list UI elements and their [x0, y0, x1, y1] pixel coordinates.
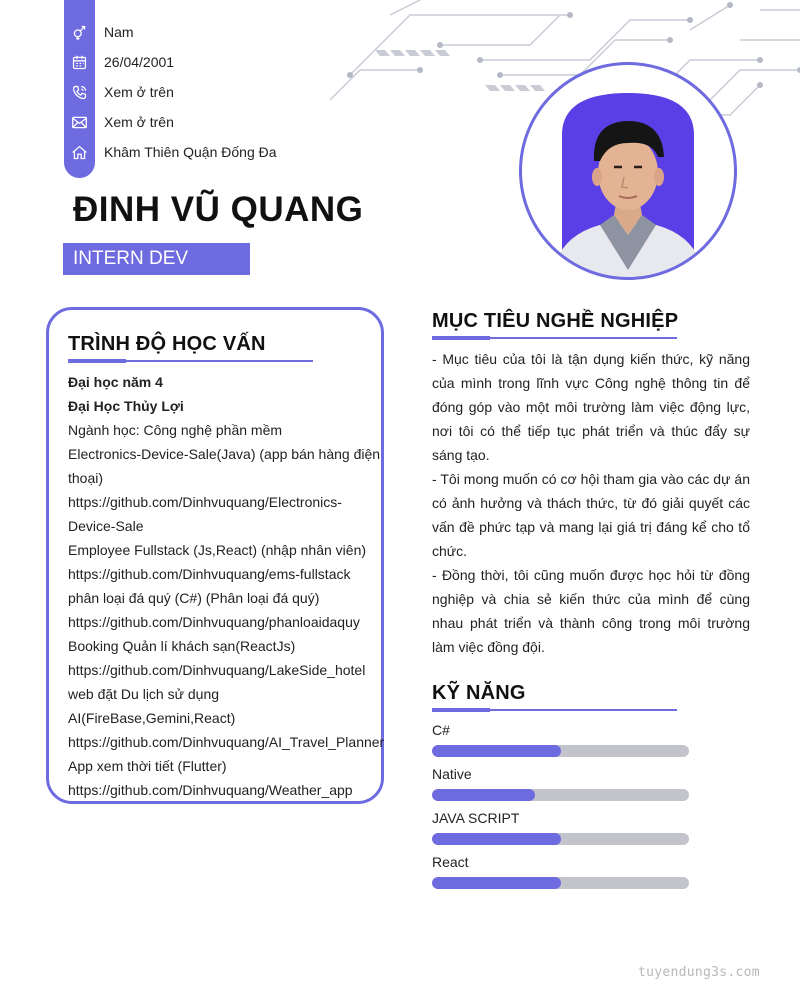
education-title-underline — [68, 360, 313, 362]
candidate-role: INTERN DEV — [63, 243, 250, 275]
skill-bar-fill — [432, 745, 561, 757]
skill-bar-track — [432, 833, 689, 845]
education-major: Ngành học: Công nghệ phần mềm — [68, 422, 283, 438]
skill-label: C# — [432, 722, 450, 738]
project-link[interactable]: https://github.com/Dinhvuquang/phanloaidaquy — [68, 614, 360, 630]
phone-icon — [64, 77, 95, 107]
skill-bar-fill — [432, 789, 535, 801]
skill-item — [432, 764, 690, 808]
project-link[interactable]: https://github.com/Dinhvuquang/Electronics- — [68, 494, 342, 510]
project-line: App xem thời tiết (Flutter) — [68, 758, 227, 774]
education-year: Đại học năm 4 — [68, 374, 163, 390]
project-line: thoại) — [68, 470, 104, 486]
contact-row-email — [64, 107, 277, 137]
education-list — [68, 370, 388, 802]
skill-bar-fill — [432, 877, 561, 889]
skill-item — [432, 852, 690, 896]
home-icon — [64, 137, 95, 167]
skill-label: React — [432, 854, 469, 870]
project-line: Electronics-Device-Sale(Java) (app bán hàng điện — [68, 446, 381, 462]
skills-title: KỸ NĂNG — [432, 682, 526, 704]
address-text: Khâm Thiên Quận Đống Đa — [104, 144, 277, 160]
watermark: tuyendung3s.com — [638, 965, 760, 980]
skill-bar-track — [432, 745, 689, 757]
objective-paragraph: - Tôi mong muốn có cơ hội tham gia vào các dự án có ảnh hưởng và thách thức, từ đó giải quyết các vấn đề phức tạp và mang lại giá trị đáng kể cho tổ chức. — [432, 471, 750, 559]
objective-title-underline — [432, 337, 677, 339]
phone-text: Xem ở trên — [104, 84, 174, 100]
skill-label: Native — [432, 766, 472, 782]
skill-item — [432, 720, 690, 764]
skill-item — [432, 808, 690, 852]
education-title: TRÌNH ĐỘ HỌC VẤN — [68, 333, 266, 355]
objective-paragraph: - Đồng thời, tôi cũng muốn được học hỏi từ đồng nghiệp và chia sẻ kiến thức của mình để cùng nhau phát triển và thành công trong môi trường làm việc đồng đội. — [432, 567, 750, 655]
objective-title: MỤC TIÊU NGHỀ NGHIỆP — [432, 310, 679, 332]
contact-row-birthday — [64, 47, 277, 77]
objective-paragraph: - Mục tiêu của tôi là tận dụng kiến thức, kỹ năng của mình trong lĩnh vực Công nghệ thông tin để đóng góp vào một môi trường làm việc động lực, nơi tôi có thể tiếp tục phát triển và thúc đẩy sự sáng tạo. — [432, 351, 750, 463]
gender-icon — [64, 17, 95, 47]
skill-bar-fill — [432, 833, 561, 845]
project-link[interactable]: https://github.com/Dinhvuquang/ems-fullstack — [68, 566, 351, 582]
project-line: web đặt Du lịch sử dụng AI(FireBase,Gemini,React) — [68, 686, 236, 726]
project-line: phân loại đá quý (C#) (Phân loại đá quý) — [68, 590, 320, 606]
skill-bar-track — [432, 877, 689, 889]
project-link[interactable]: https://github.com/Dinhvuquang/AI_Travel_Planner — [68, 734, 385, 750]
skills-title-underline — [432, 709, 677, 711]
project-line: Employee Fullstack (Js,React) (nhập nhân viên) — [68, 542, 367, 558]
education-school: Đại Học Thủy Lợi — [68, 398, 184, 414]
project-link[interactable]: Device-Sale — [68, 518, 144, 534]
contact-row-gender — [64, 17, 277, 47]
profile-photo — [519, 62, 737, 280]
objective-text — [432, 347, 750, 659]
candidate-name: ĐINH VŨ QUANG — [73, 190, 364, 229]
calendar-icon — [64, 47, 95, 77]
mail-icon — [64, 107, 95, 137]
project-link[interactable]: https://github.com/Dinhvuquang/Weather_app — [68, 782, 353, 798]
skills-list — [432, 720, 690, 896]
birthday-text: 26/04/2001 — [104, 54, 175, 70]
skill-label: JAVA SCRIPT — [432, 810, 520, 826]
gender-text: Nam — [104, 24, 134, 40]
skill-bar-track — [432, 789, 689, 801]
portrait-illustration — [522, 65, 734, 277]
email-text: Xem ở trên — [104, 114, 174, 130]
contact-list — [64, 17, 277, 167]
project-line: Booking Quản lí khách sạn(ReactJs) — [68, 638, 296, 654]
contact-row-phone — [64, 77, 277, 107]
contact-row-address — [64, 137, 277, 167]
project-link[interactable]: https://github.com/Dinhvuquang/LakeSide_hotel — [68, 662, 366, 678]
